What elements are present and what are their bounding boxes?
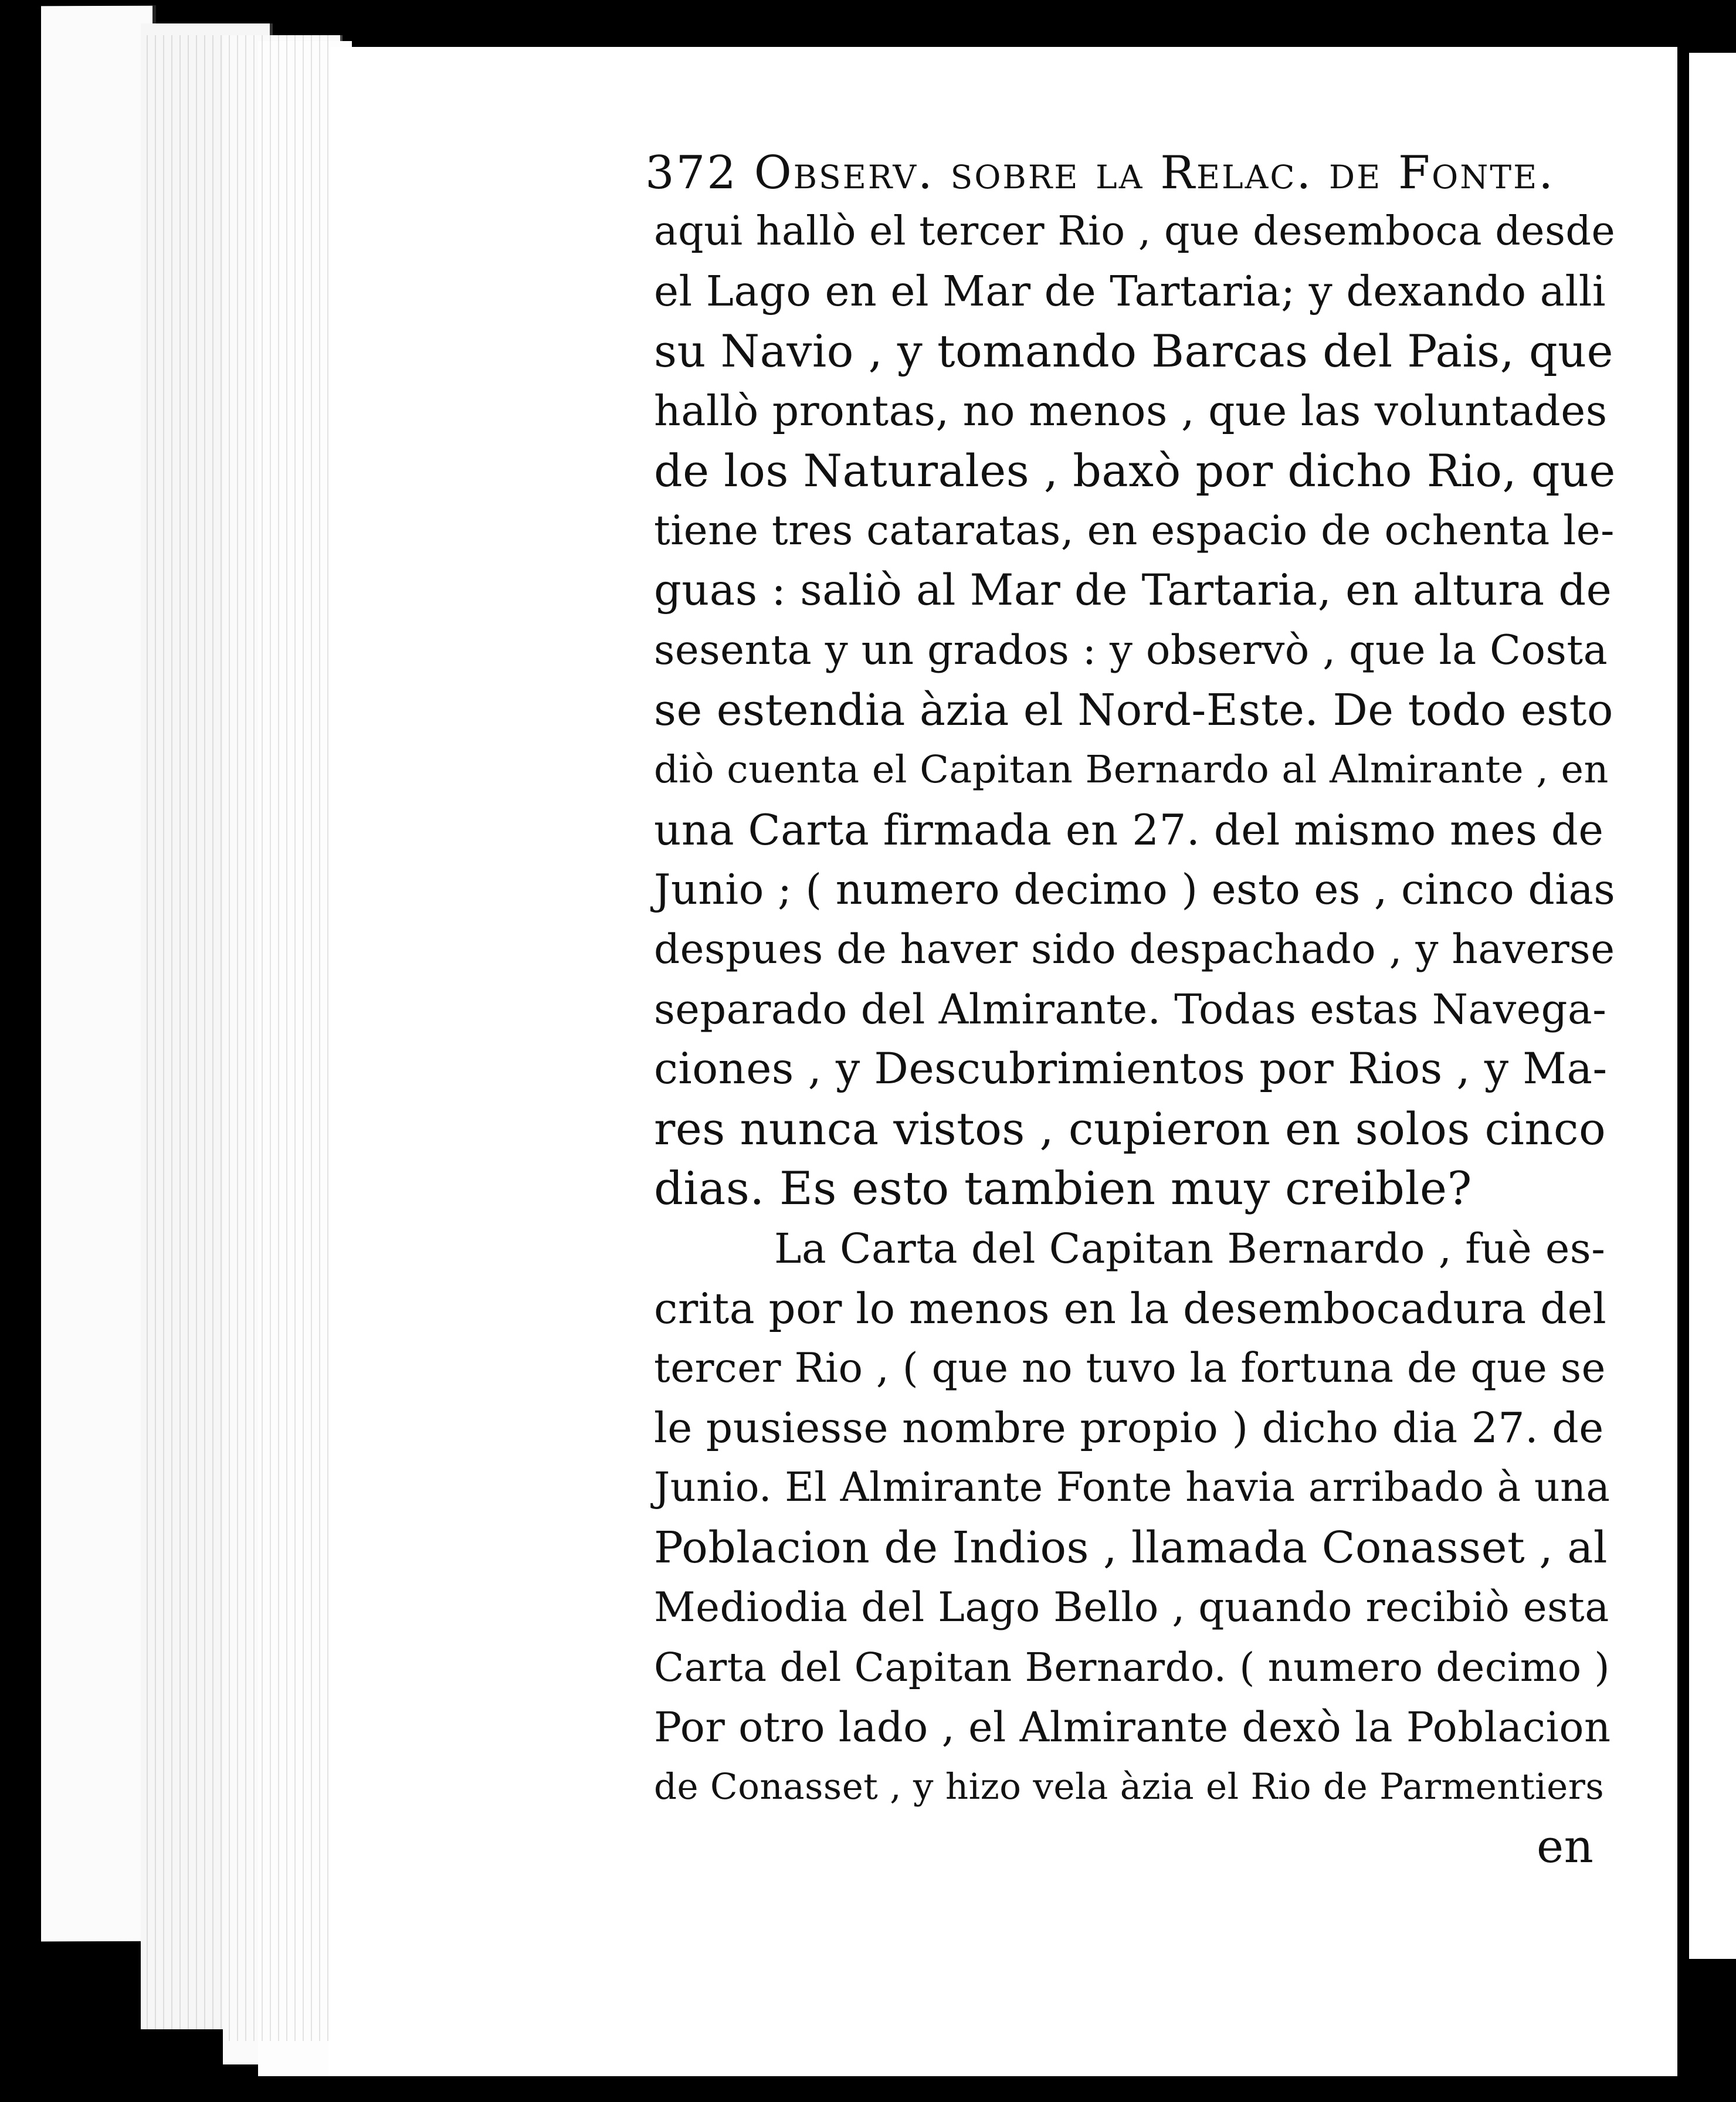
text-line: hallò prontas, no menos , que las voluntades bbox=[654, 387, 1608, 435]
scan-border bbox=[0, 2076, 1736, 2102]
text-line: de Conasset , y hizo vela àzia el Rio de Parmentiers bbox=[654, 1766, 1605, 1808]
text-line: le pusiesse nombre propio ) dicho dia 27. de bbox=[654, 1403, 1604, 1452]
text-line: de los Naturales , baxò por dicho Rio, que bbox=[654, 445, 1616, 497]
text-line: una Carta firmada en 27. del mismo mes de bbox=[654, 805, 1604, 855]
text-line: Mediodia del Lago Bello , quando recibiò esta bbox=[654, 1584, 1609, 1631]
text-line: tercer Rio , ( que no tuvo la fortuna de que se bbox=[654, 1345, 1606, 1392]
text-line: guas : saliò al Mar de Tartaria, en altura de bbox=[654, 565, 1612, 615]
catchword: en bbox=[1537, 1820, 1594, 1873]
running-title: Observ. sobre la Relac. de Fonte. bbox=[754, 147, 1555, 199]
text-line: dias. Es esto tambien muy creible? bbox=[654, 1162, 1472, 1215]
text-line: La Carta del Capitan Bernardo , fuè es- bbox=[774, 1225, 1606, 1273]
text-line: Por otro lado , el Almirante dexò la Poblacion bbox=[654, 1703, 1611, 1751]
text-line: crita por lo menos en la desembocadura del bbox=[654, 1284, 1607, 1333]
text-line: tiene tres cataratas, en espacio de ochenta le- bbox=[654, 507, 1615, 554]
facing-page bbox=[1689, 53, 1736, 1959]
text-line: despues de haver sido despachado , y haverse bbox=[654, 926, 1615, 973]
text-line: res nunca vistos , cupieron en solos cinco bbox=[654, 1103, 1606, 1155]
text-line: el Lago en el Mar de Tartaria; y dexando alli bbox=[654, 267, 1606, 316]
text-line: ciones , y Descubrimientos por Rios , y Ma- bbox=[654, 1044, 1608, 1094]
text-line: Carta del Capitan Bernardo. ( numero decimo ) bbox=[654, 1645, 1610, 1690]
text-line: Junio. El Almirante Fonte havia arribado à una bbox=[654, 1464, 1610, 1511]
text-line: Junio ; ( numero decimo ) esto es , cinco dias bbox=[654, 865, 1616, 914]
text-line: su Navio , y tomando Barcas del Pais, que bbox=[654, 325, 1614, 377]
text-line: separado del Almirante. Todas estas Navega- bbox=[654, 985, 1607, 1033]
text-line: aqui hallò el tercer Rio , que desemboca desde bbox=[654, 208, 1616, 255]
running-header bbox=[645, 144, 1607, 202]
page-number: 372 bbox=[645, 147, 738, 199]
text-line: sesenta y un grados : y observò , que la Costa bbox=[654, 627, 1608, 674]
text-line: se estendia àzia el Nord-Este. De todo esto bbox=[654, 685, 1613, 735]
page-edge-stack bbox=[41, 6, 156, 1942]
page-edge-lines bbox=[147, 35, 334, 2041]
text-line: Poblacion de Indios , llamada Conasset , al bbox=[654, 1523, 1608, 1573]
text-line: diò cuenta el Capitan Bernardo al Almirante , en bbox=[654, 748, 1609, 792]
